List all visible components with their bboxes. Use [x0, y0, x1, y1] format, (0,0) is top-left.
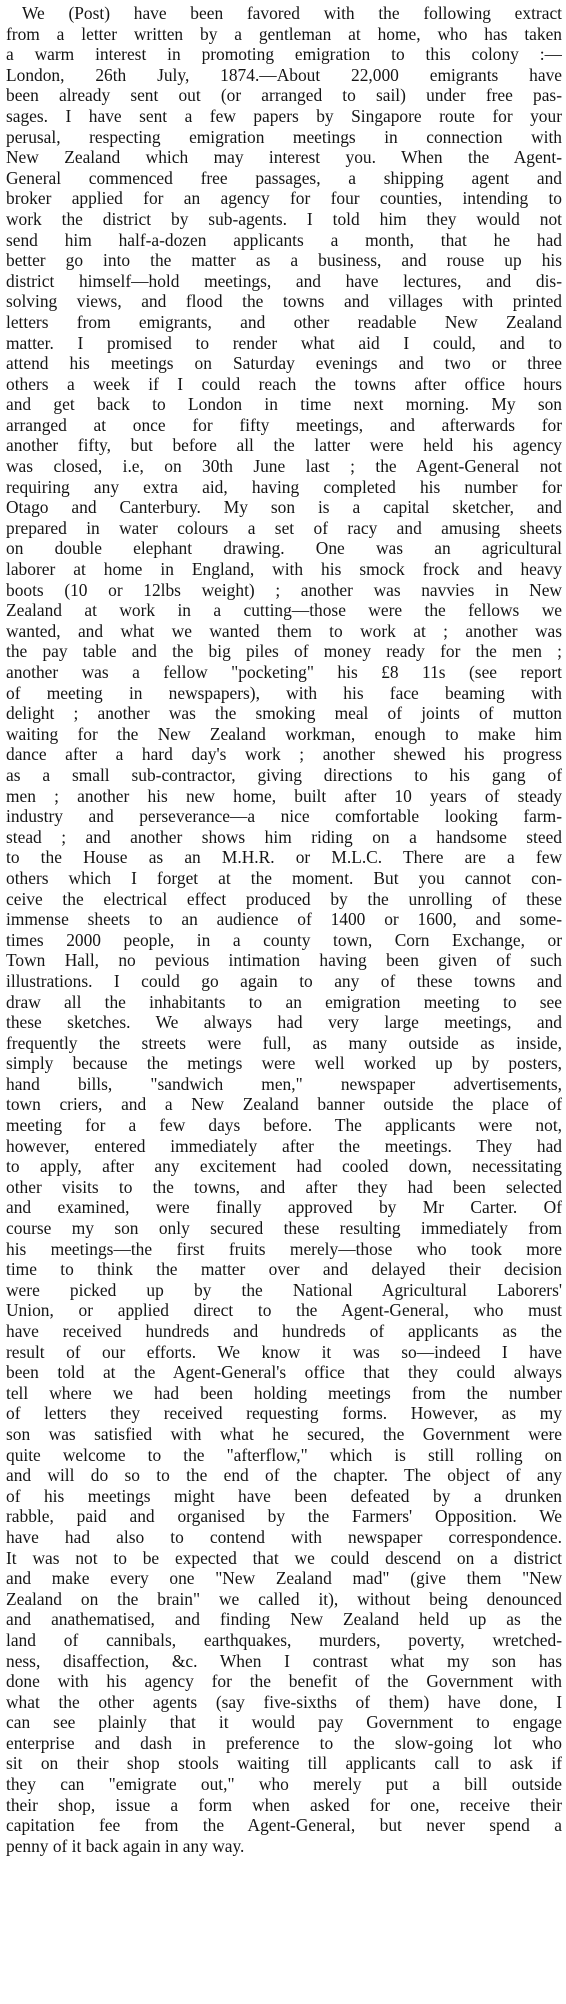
article-line: delight ; another was the smoking meal of joints of mutton: [6, 703, 562, 724]
article-line: prepared in water colours a set of racy and amusing sheets: [6, 517, 562, 538]
article-line: another fifty, but before all the latter were held his agency: [6, 435, 562, 456]
article-line: laborer at home in England, with his smock frock and heavy: [6, 559, 562, 580]
article-line: Town Hall, no pevious intimation having been given of such: [6, 950, 562, 971]
article-line: New Zealand which may interest you. When the Agent-: [6, 147, 562, 168]
article-line: meeting for a few days before. The applicants were not,: [6, 1115, 562, 1136]
article-line: town criers, and a New Zealand banner outside the place of: [6, 1094, 562, 1115]
article-line: sit on their shop stools waiting till applicants call to ask if: [6, 1753, 562, 1774]
article-line: frequently the streets were full, as many outside as inside,: [6, 1032, 562, 1053]
article-line: and get back to London in time next morning. My son: [6, 394, 562, 415]
article-line: Otago and Canterbury. My son is a capital sketcher, and: [6, 497, 562, 518]
article-line: work the district by sub-agents. I told him they would not: [6, 208, 562, 229]
article-line: district himself—hold meetings, and have lectures, and dis-: [6, 270, 562, 291]
article-line: General commenced free passages, a shipping agent and: [6, 167, 562, 188]
article-line: men ; another his new home, built after 10 years of steady: [6, 785, 562, 806]
article-line: time to think the matter over and delayed their decision: [6, 1259, 562, 1280]
article-line: Zealand at work in a cutting—those were the fellows we: [6, 600, 562, 621]
article-line: simply because the metings were well worked up by posters,: [6, 1053, 562, 1074]
article-line: however, entered immediately after the meetings. They had: [6, 1135, 562, 1156]
article-line: course my son only secured these resulting immediately from: [6, 1218, 562, 1239]
article-line: land of cannibals, earthquakes, murders, poverty, wretched-: [6, 1629, 562, 1650]
article-line: result of our efforts. We know it was so—indeed I have: [6, 1341, 562, 1362]
article-line: can see plainly that it would pay Government to engage: [6, 1712, 562, 1733]
article-line: London, 26th July, 1874.—About 22,000 emigrants have: [6, 64, 562, 85]
article-line: done with his agency for the benefit of the Government with: [6, 1671, 562, 1692]
article-line: to the House as an M.H.R. or M.L.C. There are a few: [6, 847, 562, 868]
article-line: hand bills, "sandwich men," newspaper advertisements,: [6, 1073, 562, 1094]
article-line: send him half-a-dozen applicants a month, that he had: [6, 229, 562, 250]
article-line: enterprise and dash in preference to the slow-going lot who: [6, 1732, 562, 1753]
article-line: industry and perseverance—a nice comfortable looking farm-: [6, 806, 562, 827]
article-line: have received hundreds and hundreds of applicants as the: [6, 1321, 562, 1341]
article-line: Zealand on the brain" we called it), without being denounced: [6, 1588, 562, 1609]
article-line: better go into the matter as a business, and rouse up his: [6, 250, 562, 271]
article-line: Union, or applied direct to the Agent-General, who must: [6, 1300, 562, 1321]
article-line: ceive the electrical effect produced by the unrolling of these: [6, 888, 562, 909]
article-line: rabble, paid and organised by the Farmers' Opposition. We: [6, 1506, 562, 1527]
article-line: of meeting in newspapers), with his face beaming with: [6, 682, 562, 703]
article-line: others which I forget at the moment. But you cannot con-: [6, 867, 562, 888]
article-line: sages. I have sent a few papers by Singapore route for your: [6, 105, 562, 126]
article-line: ness, disaffection, &c. When I contrast what my son has: [6, 1650, 562, 1671]
article-line: perusal, respecting emigration meetings in connection with: [6, 126, 562, 147]
article-line: quite welcome to the "afterflow," which is still rolling on: [6, 1444, 562, 1465]
article-line: stead ; and another shows him riding on a handsome steed: [6, 826, 562, 847]
article-line: penny of it back again in any way.: [6, 1835, 245, 1856]
article-line: of his meetings might have been defeated by a drunken: [6, 1485, 562, 1506]
article-line: attend his meetings on Saturday evenings and two or three: [6, 353, 562, 374]
article-line: It was not to be expected that we could descend on a district: [6, 1547, 562, 1568]
article-line: and make every one "New Zealand mad" (give them "New: [6, 1568, 562, 1589]
article-line: as a small sub-contractor, giving directions to his gang of: [6, 764, 562, 785]
article-line: been told at the Agent-General's office that they could always: [6, 1362, 562, 1383]
article-line: what the other agents (say five-sixths of them) have done, I: [6, 1691, 562, 1712]
article-line: was closed, i.e, on 30th June last ; the Agent-General not: [6, 456, 562, 477]
article-line: their shop, issue a form when asked for one, receive their: [6, 1794, 562, 1815]
article-line: illustrations. I could go again to any of these towns and: [6, 970, 562, 991]
article-line: times 2000 people, in a county town, Corn Exchange, or: [6, 929, 562, 950]
article-line: broker applied for an agency for four counties, intending to: [6, 188, 562, 209]
article-line: solving views, and flood the towns and villages with printed: [6, 291, 562, 312]
article-line: they can "emigrate out," who merely put a bill outside: [6, 1774, 562, 1795]
article-line: another was a fellow "pocketing" his £8 11s (see report: [6, 662, 562, 682]
article-line: have had also to contend with newspaper correspondence.: [6, 1526, 562, 1547]
article-line: wanted, and what we wanted them to work at ; another was: [6, 620, 562, 641]
article-line: We (Post) have been favored with the following extract: [22, 3, 562, 23]
article-line: of letters they received requesting forms. However, as my: [6, 1403, 562, 1424]
article-line: his meetings—the first fruits merely—those who took more: [6, 1238, 562, 1259]
article-line: and anathematised, and finding New Zealand held up as the: [6, 1609, 562, 1630]
article-line: waiting for the New Zealand workman, enough to make him: [6, 723, 562, 744]
article-line: capitation fee from the Agent-General, but never spend a: [6, 1815, 562, 1836]
article-line: a warm interest in promoting emigration to this colony :—: [6, 44, 562, 65]
article-line: immense sheets to an audience of 1400 or 1600, and some-: [6, 909, 562, 930]
article-line: matter. I promised to render what aid I could, and to: [6, 332, 562, 353]
article-line: the pay table and the big piles of money ready for the men ;: [6, 641, 562, 662]
article-line: these sketches. We always had very large meetings, and: [6, 1012, 562, 1033]
article-line: arranged at once for fifty meetings, and afterwards for: [6, 414, 562, 435]
article-line: on double elephant drawing. One was an agricultural: [6, 538, 562, 559]
article-line: draw all the inhabitants to an emigration meeting to see: [6, 991, 562, 1012]
article-line: been already sent out (or arranged to sail) under free pas-: [6, 85, 562, 106]
article-line: son was satisfied with what he secured, the Government were: [6, 1423, 562, 1444]
article-line: boots (10 or 12lbs weight) ; another was navvies in New: [6, 579, 562, 600]
article-line: were picked up by the National Agricultural Laborers': [6, 1279, 562, 1300]
article-line: letters from emigrants, and other readable New Zealand: [6, 311, 562, 332]
article-line: dance after a hard day's work ; another shewed his progress: [6, 744, 562, 765]
article-line: tell where we had been holding meetings from the number: [6, 1382, 562, 1403]
article-line: and examined, were finally approved by Mr Carter. Of: [6, 1197, 562, 1218]
article-line: requiring any extra aid, having completed his number for: [6, 476, 562, 497]
article-line: to apply, after any excitement had cooled down, necessitating: [6, 1156, 562, 1177]
article-line: from a letter written by a gentleman at home, who has taken: [6, 23, 562, 44]
article-line: and will do so to the end of the chapter. The object of any: [6, 1465, 562, 1486]
article-body: [6, 3, 562, 1856]
article-line: other visits to the towns, and after they had been selected: [6, 1176, 562, 1197]
article-line: others a week if I could reach the towns after office hours: [6, 373, 562, 394]
